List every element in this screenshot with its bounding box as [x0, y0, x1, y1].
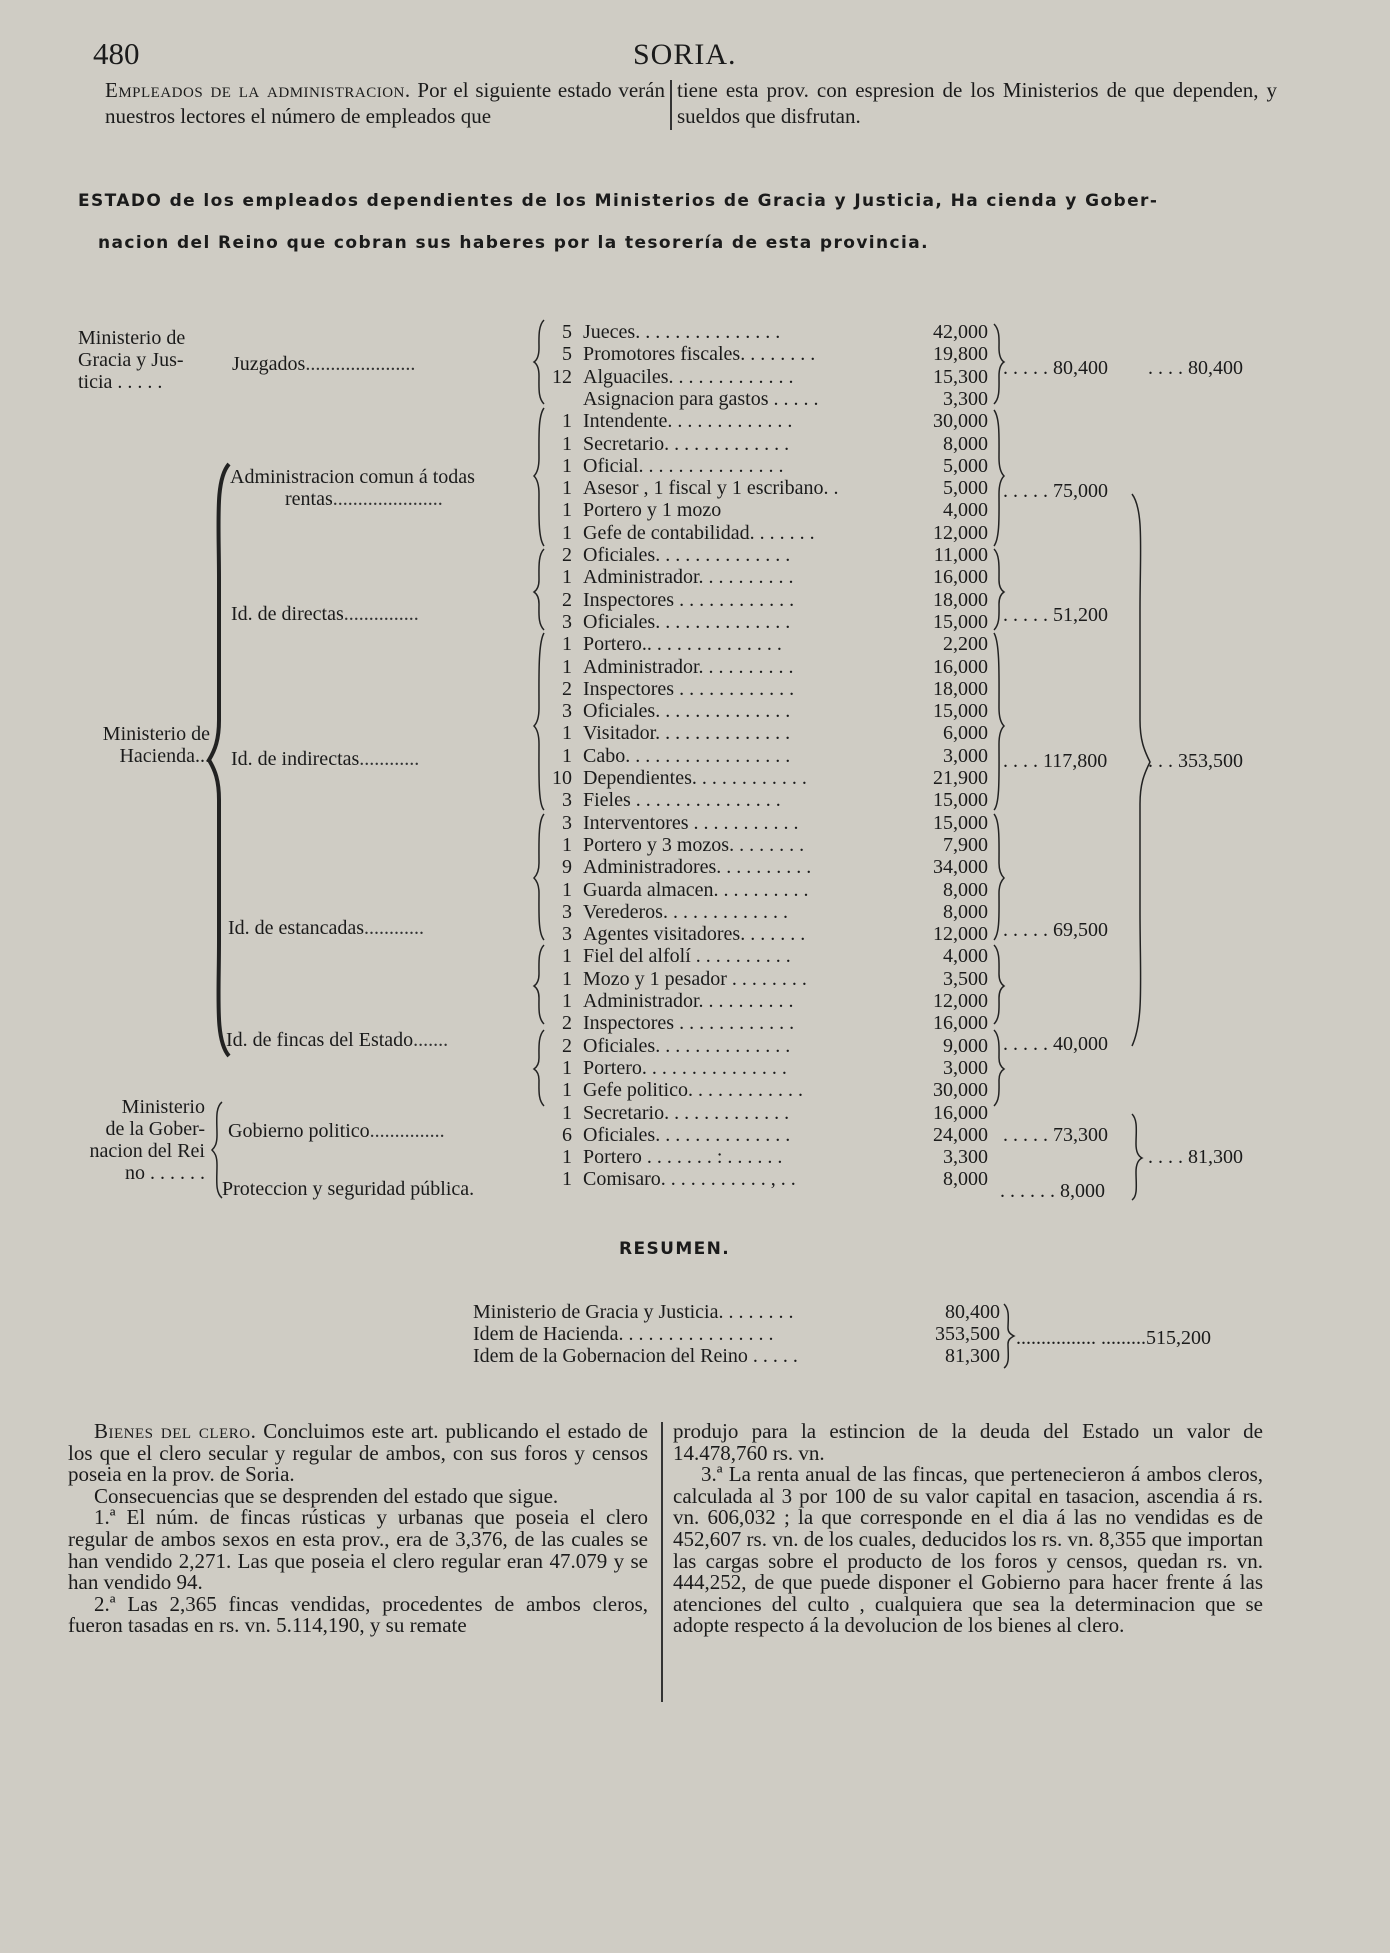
resumen-amount-1: 80,400 — [945, 1301, 1000, 1323]
row-quantity: 1 — [562, 1101, 572, 1124]
office-leader: ............ — [359, 748, 420, 770]
office-name: Proteccion y seguridad pública. — [222, 1178, 475, 1200]
row-amount: 11,000 — [933, 544, 988, 566]
row-amount: 24,000 — [933, 1123, 988, 1146]
row-quantity: 1 — [562, 655, 572, 678]
row-amount: 5,000 — [943, 477, 988, 500]
row-description: Asesor , 1 fiscal y 1 escribano. . — [583, 477, 839, 500]
ministry-name-line: Ministerio — [121, 1096, 205, 1118]
row-description: Promotores fiscales. . . . . . . . — [583, 343, 816, 366]
row-description: Intendente. . . . . . . . . . . . . — [583, 410, 793, 433]
row-quantity: 3 — [562, 789, 572, 812]
table-title-line1: ESTADO de los empleados dependientes de los Ministerios de Gracia y Justicia, Ha cienda y Gober- — [78, 191, 1159, 211]
page-title: SORIA. — [633, 38, 737, 71]
bienes-left-column — [68, 1421, 648, 1637]
row-amount: 3,000 — [943, 744, 988, 767]
bienes-paragraph: 3.ª La renta anual de las fincas, que pertenecieron á ambos cleros, calculada al 3 por 100 de su valor capital en tasacion, ascendia á rs. vn. 606,032 ; la que corresponde en el dia á las no vendidas es de 452,607 rs. vn. de los cuales, deducidos los rs. vn. 8,355 que importan las cargas sobre el producto de los foros y censos, quedan rs. vn. 444,252, de que puede disponer el Gobierno para hacer frente á las atenciones del culto , cualquiera que sea la determinacion que se adopte respecto á la devolucion de los bienes al clero. — [673, 1462, 1263, 1638]
row-description: Administrador. . . . . . . . . . — [583, 566, 794, 589]
row-description: Fiel del alfolí . . . . . . . . . . — [583, 945, 791, 968]
hacienda-brace — [205, 460, 235, 1060]
table-title-line2: nacion del Reino que cobran sus haberes por la tesorería de esta provincia. — [98, 233, 929, 253]
ministry-name-line: Gracia y Jus- — [78, 349, 184, 371]
row-quantity: 12 — [552, 365, 572, 388]
row-amount: 8,000 — [943, 878, 988, 901]
office-leader: ....... — [413, 1029, 449, 1051]
bienes-paragraph: 1.ª El núm. de fincas rústicas y urbanas que poseia el clero regular de ambos sexos en esta prov., era de 3,376, de las cuales se han vendido 2,271. Las que poseia el clero regular eran 47.079 y se han vendido 94. — [68, 1505, 648, 1595]
row-description: Portero . . . . . . . : . . . . . . — [583, 1146, 783, 1169]
office-proteccion — [222, 1178, 474, 1200]
office-leader: ............ — [364, 917, 425, 939]
row-description: Oficial. . . . . . . . . . . . . . . — [583, 454, 784, 477]
row-description: Inspectores . . . . . . . . . . . . — [583, 588, 795, 611]
row-quantity: 1 — [562, 521, 572, 544]
row-description: Visitador. . . . . . . . . . . . . . — [583, 722, 791, 745]
row-amount: 16,000 — [933, 566, 988, 589]
row-description: Inspectores . . . . . . . . . . . . — [583, 1012, 795, 1035]
subtotal-indirectas: . . . . 117,800 — [1003, 750, 1108, 772]
row-quantity: 1 — [562, 1056, 572, 1079]
row-quantity: 2 — [562, 588, 572, 611]
ministry-gracia — [78, 327, 185, 393]
resumen-total: ................ .........515,200 — [1016, 1327, 1211, 1349]
row-amount: 12,000 — [933, 521, 988, 544]
row-description: Jueces. . . . . . . . . . . . . . . — [583, 321, 781, 343]
office-administracion — [230, 466, 475, 510]
ministry-hacienda — [78, 723, 210, 767]
row-quantity: 1 — [562, 454, 572, 477]
row-amount: 3,000 — [943, 1056, 988, 1079]
office-name-line: rentas — [285, 488, 333, 510]
resumen-heading: RESUMEN. — [619, 1239, 731, 1259]
office-gobierno — [228, 1120, 445, 1142]
office-name: Id. de directas — [231, 603, 344, 625]
bienes-paragraph: Concluimos este art. publicando el estado de los que el clero secular y regular de ambos, con sus foros y censos poseia en la prov. de Soria. — [68, 1419, 648, 1487]
row-description: Asignacion para gastos . . . . . — [583, 387, 819, 410]
row-quantity: 1 — [562, 878, 572, 901]
ministry-gobernacion — [75, 1096, 205, 1184]
resumen-label-3: Idem de la Gobernacion del Reino . . . . . — [473, 1345, 798, 1367]
row-amount: 15,000 — [933, 610, 988, 633]
row-quantity: 5 — [562, 321, 572, 343]
row-description: Portero y 3 mozos. . . . . . . . — [583, 833, 805, 856]
row-quantity: 2 — [562, 1012, 572, 1035]
row-description: Gefe politico. . . . . . . . . . . . — [583, 1079, 803, 1102]
office-directas — [231, 603, 419, 625]
row-amount: 3,300 — [943, 1146, 988, 1169]
row-description: Oficiales. . . . . . . . . . . . . . — [583, 610, 791, 633]
office-name: Juzgados — [232, 353, 306, 375]
resumen-label-1: Ministerio de Gracia y Justicia. . . . . . . . — [473, 1301, 794, 1323]
row-amount: 3,500 — [943, 967, 988, 990]
row-amount: 30,000 — [933, 1079, 988, 1102]
ministry-name-line: Hacienda... — [119, 745, 210, 767]
row-description: Comisaro. . . . . . . . . . . , . . — [583, 1168, 796, 1191]
subtotal-administracion: . . . . . 75,000 — [1003, 480, 1108, 502]
row-amount: 18,000 — [933, 588, 988, 611]
row-quantity: 5 — [562, 343, 572, 366]
row-quantity: 1 — [562, 1079, 572, 1102]
office-leader: ...................... — [305, 353, 416, 375]
row-amount: 15,300 — [933, 365, 988, 388]
row-amount: 5,000 — [943, 454, 988, 477]
row-description: Agentes visitadores. . . . . . . — [583, 923, 806, 946]
row-quantity: 1 — [562, 410, 572, 433]
row-quantity: 1 — [562, 1146, 572, 1169]
intro-left-text: Por el siguiente estado verán nuestros lectores el número de empleados que — [105, 78, 665, 128]
bienes-label: Bienes del clero. — [94, 1419, 257, 1443]
row-amount: 8,000 — [943, 432, 988, 455]
row-description: Oficiales. . . . . . . . . . . . . . — [583, 1123, 791, 1146]
ministry-name-line: de la Gober- — [105, 1118, 205, 1140]
row-amount: 7,900 — [943, 833, 988, 856]
resumen-amount-2: 353,500 — [935, 1323, 1000, 1345]
bienes-paragraph: Consecuencias que se desprenden del estado que sigue. — [94, 1483, 559, 1508]
intro-left — [105, 77, 665, 129]
row-quantity: 1 — [562, 945, 572, 968]
resumen-label-2: Idem de Hacienda. . . . . . . . . . . . . . . . — [473, 1323, 774, 1345]
row-quantity: 1 — [562, 1168, 572, 1191]
row-amount: 42,000 — [933, 321, 988, 343]
row-description: Fieles . . . . . . . . . . . . . . . — [583, 789, 781, 812]
row-amount: 2,200 — [943, 633, 988, 656]
office-leader: ............... — [369, 1120, 445, 1142]
page-number: 480 — [93, 36, 140, 71]
row-amount: 8,000 — [943, 900, 988, 923]
resumen-amount-3: 81,300 — [945, 1345, 1000, 1367]
row-description: Cabo. . . . . . . . . . . . . . . . . — [583, 744, 791, 767]
row-amount: 3,300 — [943, 387, 988, 410]
office-name-line: Administracion comun á todas — [230, 466, 475, 488]
row-amount: 30,000 — [933, 410, 988, 433]
row-amount: 15,000 — [933, 700, 988, 723]
row-description: Portero. . . . . . . . . . . . . . . — [583, 1056, 787, 1079]
row-description: Portero.. . . . . . . . . . . . . . — [583, 633, 782, 656]
row-description: Alguaciles. . . . . . . . . . . . . — [583, 365, 794, 388]
bienes-paragraph: 2.ª Las 2,365 fincas vendidas, procedentes de ambos cleros, fueron tasadas en rs. vn. 5.114,190, y su remate — [68, 1591, 648, 1638]
ministry-name-line: no . . . . . . — [125, 1162, 205, 1184]
row-description: Oficiales. . . . . . . . . . . . . . — [583, 700, 791, 723]
row-amount: 19,800 — [933, 343, 988, 366]
office-name: Gobierno politico — [228, 1120, 370, 1142]
office-juzgados — [232, 353, 415, 375]
row-description: Administrador. . . . . . . . . . — [583, 990, 794, 1012]
row-quantity: 1 — [562, 833, 572, 856]
row-quantity: 10 — [552, 767, 572, 789]
row-quantity: 3 — [562, 923, 572, 946]
row-description: Secretario. . . . . . . . . . . . . — [583, 432, 790, 455]
gobernacion-total-brace — [1128, 1112, 1148, 1202]
total-gracia: . . . . 80,400 — [1148, 357, 1243, 379]
row-quantity: 2 — [562, 1034, 572, 1057]
total-gobernacion: . . . . 81,300 — [1148, 1146, 1243, 1168]
row-quantity: 1 — [562, 722, 572, 745]
row-description: Oficiales. . . . . . . . . . . . . . — [583, 1034, 791, 1057]
row-description: Dependientes. . . . . . . . . . . . — [583, 767, 807, 789]
subtotal-proteccion: . . . . . . 8,000 — [1000, 1180, 1105, 1202]
bienes-right-column — [673, 1421, 1263, 1637]
row-quantity: 1 — [562, 566, 572, 589]
gobernacion-brace — [210, 1100, 226, 1200]
row-amount: 21,900 — [933, 767, 988, 789]
row-description: Inspectores . . . . . . . . . . . . — [583, 677, 795, 700]
office-estancadas — [228, 917, 424, 939]
office-leader: ...................... — [332, 488, 443, 510]
office-fincas — [226, 1029, 448, 1051]
row-amount: 16,000 — [933, 655, 988, 678]
row-amount: 4,000 — [943, 945, 988, 968]
subtotal-estancadas: . . . . . 69,500 — [1003, 919, 1108, 941]
row-amount: 34,000 — [933, 856, 988, 879]
row-description: Guarda almacen. . . . . . . . . . — [583, 878, 809, 901]
intro-divider — [670, 80, 672, 130]
row-quantity: 6 — [562, 1123, 572, 1146]
row-amount: 12,000 — [933, 923, 988, 946]
row-description: Oficiales. . . . . . . . . . . . . . — [583, 544, 791, 566]
row-quantity: 3 — [562, 811, 572, 834]
row-quantity: 1 — [562, 633, 572, 656]
row-amount: 9,000 — [943, 1034, 988, 1057]
total-hacienda: . . . 353,500 — [1148, 750, 1243, 772]
office-indirectas — [231, 748, 419, 770]
row-amount: 8,000 — [943, 1168, 988, 1191]
row-quantity: 1 — [562, 499, 572, 522]
ministry-name-line: nacion del Rei — [89, 1140, 205, 1162]
intro-right: tiene esta prov. con espresion de los Ministerios de que dependen, y sueldos que disfrutan. — [677, 78, 1277, 128]
ministry-name-line: Ministerio de — [102, 723, 210, 745]
ministry-name-line: ticia . . . . . — [78, 371, 163, 393]
intro-label: Empleados de la administracion. — [105, 78, 411, 102]
office-name: Id. de fincas del Estado — [226, 1029, 414, 1051]
row-quantity: 1 — [562, 967, 572, 990]
row-amount: 16,000 — [933, 1101, 988, 1124]
row-description: Administrador. . . . . . . . . . — [583, 655, 794, 678]
row-quantity: 3 — [562, 900, 572, 923]
office-leader: ............... — [343, 603, 419, 625]
row-quantity: 1 — [562, 477, 572, 500]
row-amount: 15,000 — [933, 789, 988, 812]
row-quantity: 1 — [562, 990, 572, 1012]
subtotal-directas: . . . . . 51,200 — [1003, 604, 1108, 626]
office-name: Id. de estancadas — [228, 917, 365, 939]
row-quantity: 2 — [562, 677, 572, 700]
row-quantity: 3 — [562, 700, 572, 723]
row-description: Mozo y 1 pesador . . . . . . . . — [583, 967, 807, 990]
row-description: Administradores. . . . . . . . . . — [583, 856, 812, 879]
row-description: Interventores . . . . . . . . . . . — [583, 811, 799, 834]
row-description: Gefe de contabilidad. . . . . . . — [583, 521, 815, 544]
row-amount: 18,000 — [933, 677, 988, 700]
subtotal-gobierno: . . . . . 73,300 — [1003, 1124, 1108, 1146]
row-quantity: 3 — [562, 610, 572, 633]
row-description: Verederos. . . . . . . . . . . . . — [583, 900, 788, 923]
row-description: Portero y 1 mozo — [583, 499, 722, 522]
subtotal-fincas: . . . . . 40,000 — [1003, 1033, 1108, 1055]
ministry-name-line: Ministerio de — [78, 327, 186, 349]
row-quantity: 2 — [562, 544, 572, 566]
bienes-paragraph: produjo para la estincion de la deuda del Estado un valor de 14.478,760 rs. vn. — [673, 1419, 1263, 1465]
row-amount: 4,000 — [943, 499, 988, 522]
row-description: Secretario. . . . . . . . . . . . . — [583, 1101, 790, 1124]
row-amount: 6,000 — [943, 722, 988, 745]
row-amount: 15,000 — [933, 811, 988, 834]
row-amount: 12,000 — [933, 990, 988, 1012]
row-quantity: 1 — [562, 744, 572, 767]
row-quantity: 9 — [562, 856, 572, 879]
office-name: Id. de indirectas — [231, 748, 360, 770]
row-quantity: 1 — [562, 432, 572, 455]
row-amount: 16,000 — [933, 1012, 988, 1035]
bienes-divider — [661, 1422, 663, 1702]
subtotal-juzgados: . . . . . 80,400 — [1003, 357, 1108, 379]
